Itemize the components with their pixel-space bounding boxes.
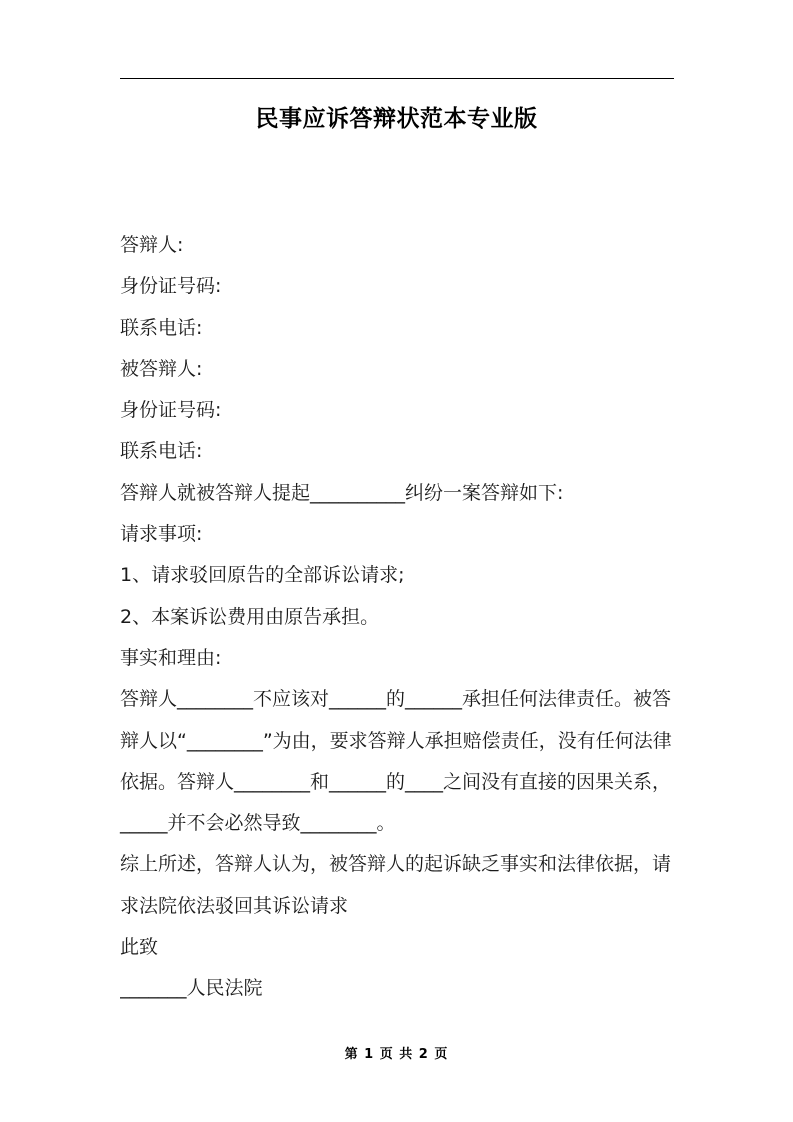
header-rule: [120, 78, 674, 79]
court-name: _______人民法院: [120, 977, 263, 1000]
facts-heading: 事实和理由:: [120, 646, 222, 669]
conclusion-paragraph: 综上所述，答辩人认为，被答辩人的起诉缺乏事实和法律依据，请求法院依法驳回其诉讼请求: [120, 853, 672, 917]
plaintiff-id-label: 身份证号码:: [120, 399, 222, 422]
closing-salutation: 此致: [120, 936, 159, 959]
claims-heading: 请求事项:: [120, 523, 203, 546]
plaintiff-phone-label: 联系电话:: [120, 440, 203, 463]
claim-item-1: 1、请求驳回原告的全部诉讼请求;: [120, 564, 405, 587]
respondent-phone-label: 联系电话:: [120, 316, 203, 339]
defense-intro: 答辩人就被答辩人提起__________纠纷一案答辩如下:: [120, 481, 564, 504]
facts-paragraph: 答辩人________不应该对______的______承担任何法律责任。被答辩人以“________”为由，要求答辩人承担赔偿责任，没有任何法律依据。答辩人________和______的____之间没有直接的因果关系，_____并不会必然导致________。: [120, 688, 672, 835]
plaintiff-label: 被答辩人:: [120, 357, 203, 380]
document-body: [120, 225, 680, 1010]
page-indicator: 第 1 页 共 2 页: [344, 1047, 449, 1062]
respondent-label: 答辩人:: [120, 234, 184, 256]
claim-item-2: 2、本案诉讼费用由原告承担。: [120, 605, 380, 628]
document-title: 民事应诉答辩状范本专业版: [255, 106, 538, 132]
respondent-id-label: 身份证号码:: [120, 275, 222, 298]
